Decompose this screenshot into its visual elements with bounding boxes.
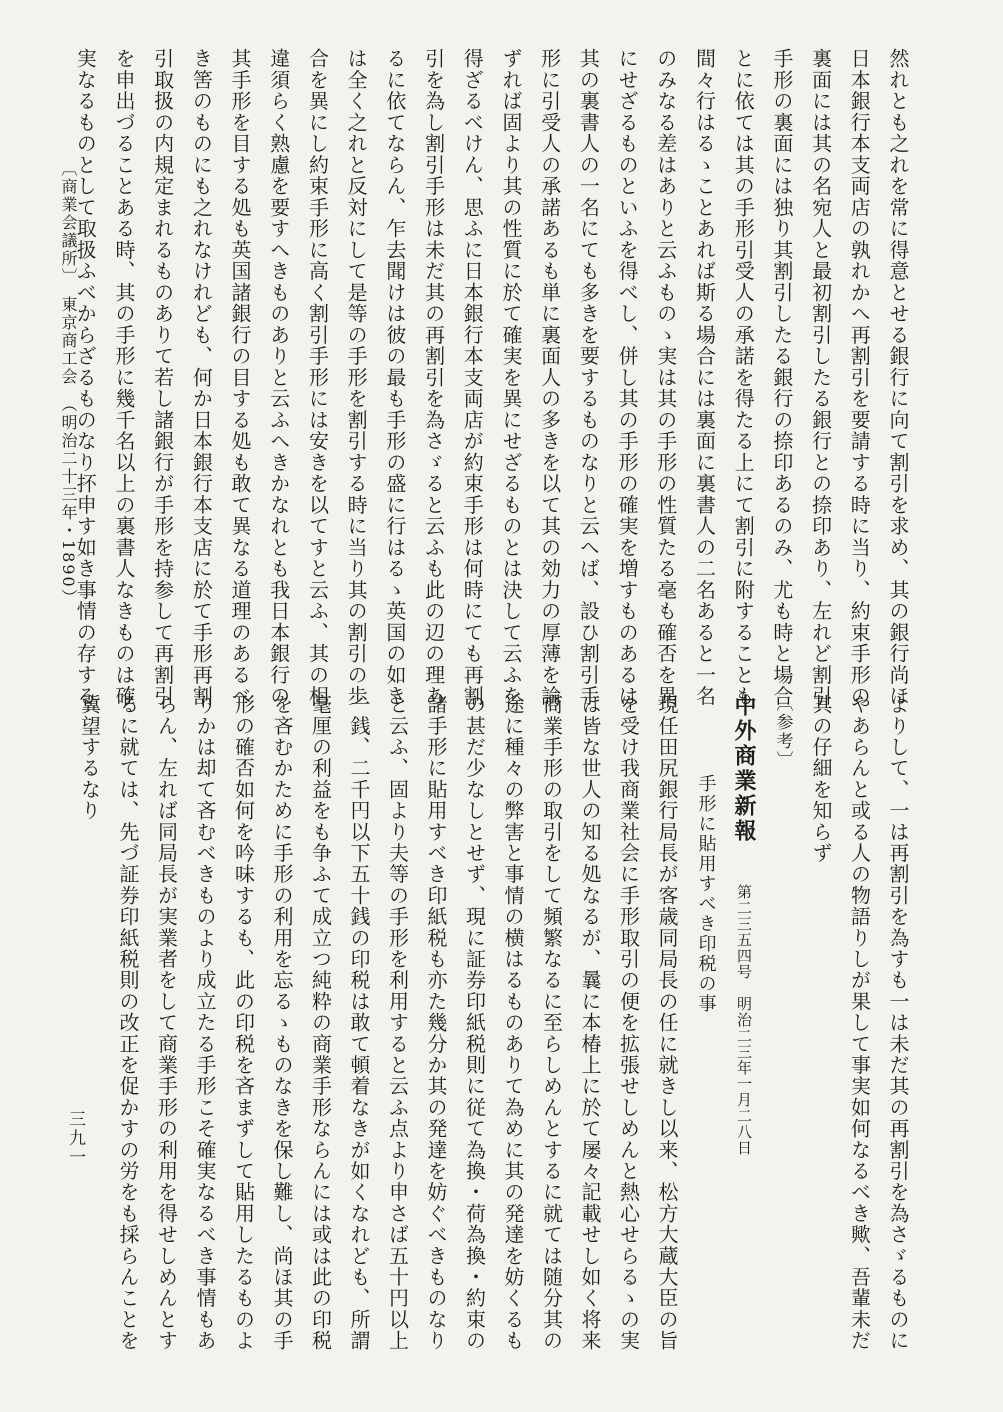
text-line: は皆な世人の知る処なるが、曩に本椿上に於て屡々記載せし如く将来	[578, 694, 602, 1352]
text-line: ずれば固より其の性質に於て確実を異にせざるものとは決して云ふを	[498, 48, 523, 707]
text-line: 裏面には其の名宛人と最初割引したる銀行との捺印あり、左れど割引	[808, 48, 833, 707]
text-line: 間々行はるゝことあれば斯る場合には裏面に裏書人の二名あると一名	[692, 48, 717, 707]
reference-label: 〔参考〕	[772, 694, 793, 770]
text-line: 然れとも之れを常に得意とせる銀行に向て割引を求め、其の銀行尚ほ	[886, 48, 910, 707]
text-line: を申出づることある時、其の手形に幾千名以上の裏書人なきものは確	[111, 48, 136, 707]
text-line: 現任田尻銀行局長が客歳同局長の任に就きし以来、松方大蔵大臣の旨	[655, 694, 679, 1352]
text-line: 形に引受人の承諾あるも単に裏面人の多きを以て其の効力の厚薄を論	[537, 48, 562, 707]
publication-issue: 第二三五四号 明治二三年一月二八日	[735, 884, 753, 1156]
footer-date: （明治二十三年・1890）	[59, 404, 78, 607]
publication-line	[725, 694, 764, 1382]
text-line: 一銭、二千円以下五十銭の印税は敢て頓着なきが如くなれども、所謂	[347, 694, 371, 1352]
text-line: 手形の裏面には独り其割引したる銀行の捺印あるのみ、尤も時と場合	[769, 48, 794, 707]
publication-name: 中外商業新報	[731, 694, 757, 844]
text-line: るに就ては、先づ証券印紙税則の改正を促かすの労をも採らんことを	[116, 694, 140, 1352]
text-line: のみなる差はありと云ふものゝ実は其の手形の性質たる毫も確否を異	[653, 48, 678, 707]
text-line: 其手形を目する処も英国諸銀行の目する処も敢て異なる道理のあるべ	[228, 48, 253, 707]
text-line: とに依ては其の手形引受人の承諾を得たる上にて割引に附することも	[731, 48, 756, 707]
text-line: 毫厘の利益をも争ふて成立つ純粋の商業手形ならんには或は此の印税	[308, 694, 333, 1352]
text-line: 実なるものとして取扱ふべからざるものなり抔申す如き事情の存する	[73, 48, 98, 707]
upper-text-block	[73, 48, 917, 707]
text-line: らん、左れば同局長が実業者をして商業手形の利用を得せしめんとす	[154, 694, 179, 1352]
text-line: 商業手形の取引をして頻繁なるに至らしめんとするに就ては随分其の	[539, 694, 564, 1352]
text-line: るに依てならん、乍去聞けは彼の最も手形の盛に行はるゝ英国の如き	[382, 48, 407, 707]
text-line: 引取扱の内規定まれるものありて若し諸銀行が手形を持参して再割引	[150, 48, 175, 707]
text-line: やあらんと或る人の物語りしが果して事実如何なるべき歟、吾輩未だ	[847, 694, 872, 1352]
text-line: よりして、一は再割引を為すも一は未だ其の再割引を為さゞるものに	[886, 694, 910, 1352]
text-line: 諸手形に貼用すべき印紙税も亦た幾分か其の発達を妨ぐべきものなり	[424, 694, 448, 1352]
text-line: 其の仔細を知らず	[809, 694, 833, 864]
footer-org: 東京商工会	[59, 296, 78, 386]
footer-section: 〔商業会議所〕	[59, 160, 78, 278]
running-footer	[50, 160, 80, 660]
text-line: を吝むかために手形の利用を忘るゝものなきを保し難し、尚ほ其の手	[270, 694, 294, 1352]
article-title: 手形に貼用すべき印税の事	[695, 774, 717, 1014]
text-line: 合を異にし約束手形に高く割引手形には安きを以てすと云ふ、其の相	[305, 48, 330, 707]
text-line: は全く之れと反対にして是等の手形を割引する時に当り其の割引の歩	[344, 48, 369, 707]
text-line: 得ざるべけん、思ふに日本銀行本支両店が約束手形は何時にても再割	[460, 48, 485, 707]
text-line: にせざるものといふを得べし、併し其の手形の確実を増すものあるは	[615, 48, 640, 707]
text-line: と云ふ、固より夫等の手形を利用すると云ふ点より申さば五十円以上	[385, 694, 410, 1352]
text-line: 途に種々の弊害と事情の横はるものありて為めに其の発達を妨くるも	[501, 694, 525, 1352]
text-line: を受け我商業社会に手形取引の便を拡張せしめんと熱心せらるゝの実	[616, 694, 641, 1352]
text-line: 引を為し割引手形は未だ其の再割引を為さゞると云ふも此の辺の理あ	[421, 48, 446, 707]
page-number: 三九一	[65, 1110, 85, 1167]
text-line: 日本銀行本支両店の孰れかへ再割引を要請する時に当り、約束手形の	[847, 48, 872, 707]
text-line: 冀望するなり	[77, 694, 102, 822]
reference-header	[763, 694, 802, 1382]
text-line: の甚だ少なしとせず、現に証券印紙税則に従て為換・荷為換・約束の	[462, 694, 487, 1352]
text-line: 形の確否如何を吟味するも、此の印税を吝まずして貼用したるものよ	[231, 694, 256, 1352]
text-line: りかは却て吝むべきものより成立たる手形こそ確実なるべき事情もあ	[193, 694, 217, 1352]
lower-text-block	[77, 694, 917, 1382]
text-line: 違須らく熟慮を要すへきものありと云ふへきかなれとも我日本銀行の	[266, 48, 291, 707]
text-line: き筈のものにも之れなけれども、何か日本銀行本支店に於て手形再割	[189, 48, 214, 707]
text-line: 其の裏書人の一名にても多きを要するものなりと云へば、設ひ割引手	[576, 48, 601, 707]
